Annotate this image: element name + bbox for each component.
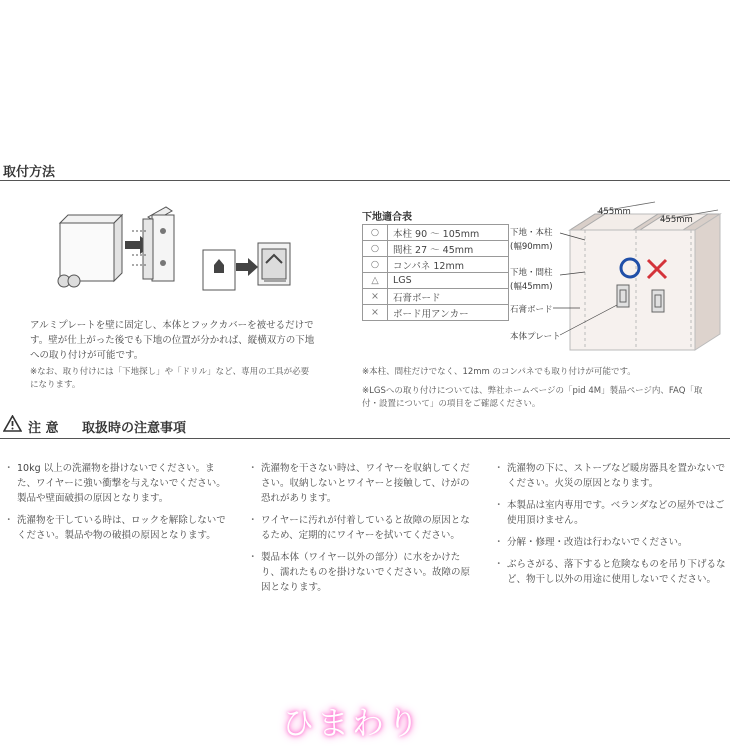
caution-item: ・ 洗濯物の下に、ストーブなど暖房器具を置かないでください。火災の原因となります。	[498, 461, 726, 491]
caution-item: ・ 分解・修理・改造は行わないでください。	[498, 535, 726, 550]
compat-label: コンパネ 12mm	[388, 257, 509, 273]
table-row	[363, 225, 509, 241]
hook-cover-drawing	[203, 250, 235, 290]
caution-label: 注 意	[28, 421, 59, 436]
install-section-title: 取付方法	[3, 165, 56, 180]
table-row	[363, 273, 509, 289]
compat-note-1: ※本柱、間柱だけでなく、12mm のコンパネでも取り付けが可能です。	[362, 367, 636, 377]
table-row	[363, 289, 509, 305]
body-plate-label: 本体プレート	[510, 332, 561, 342]
caution-column-3	[498, 461, 726, 594]
compat-label: ボード用アンカー	[388, 305, 509, 321]
caution-column-2	[252, 461, 477, 602]
compat-label: 石膏ボード	[388, 289, 509, 305]
arrow-icon	[236, 258, 258, 276]
stud-label: 下地・間柱	[510, 268, 553, 278]
compat-table-title: 下地適合表	[362, 212, 412, 223]
caution-title: 取扱時の注意事項	[82, 421, 187, 436]
warning-triangle-icon	[3, 415, 22, 432]
caution-item: ・ 10kg 以上の洗濯物を掛けないでください。また、ワイヤーに強い衝撃を与えないでください。製品や壁面破損の原因となります。	[8, 461, 233, 506]
table-row	[363, 257, 509, 273]
mounting-illustration	[40, 205, 350, 305]
main-post-width-label: (幅90mm)	[510, 242, 553, 252]
compat-mark: ○	[363, 241, 388, 257]
compat-mark: ×	[363, 289, 388, 305]
caution-item: ・ 洗濯物を干している時は、ロックを解除しないでください。製品や物の破損の原因となります。	[8, 513, 233, 543]
compat-note-2: ※LGSへの取り付けについては、弊社ホームページの「pid 4M」製品ページ内、FAQ「取付・設置について」の項目をご確認ください。	[362, 386, 703, 409]
dimension-right-label: 455mm	[660, 215, 693, 225]
caution-item: ・ 洗濯物を干さない時は、ワイヤーを収納してください。収納しないとワイヤーと接触して、けがの恐れがあります。	[252, 461, 477, 506]
hook-plate-drawing	[258, 243, 290, 285]
caution-section-rule	[0, 438, 730, 439]
install-description: アルミプレートを壁に固定し、本体とフックカバーを被せるだけです。壁が仕上がった後でも下地の位置が分かれば、縦横双方の下地への取り付けが可能です。	[30, 320, 315, 361]
plate-ok-drawing	[617, 285, 629, 307]
stud-width-label: (幅45mm)	[510, 282, 553, 292]
table-row	[363, 241, 509, 257]
compat-table	[362, 224, 509, 321]
compat-mark: ○	[363, 257, 388, 273]
main-post-label: 下地・本柱	[510, 228, 553, 238]
table-row	[363, 305, 509, 321]
compat-label: 本柱 90 〜 105mm	[388, 225, 509, 241]
compat-label: 間柱 27 〜 45mm	[388, 241, 509, 257]
dimension-left-label: 455mm	[598, 207, 631, 217]
install-note: ※なお、取り付けには「下地探し」や「ドリル」など、専用の工具が必要になります。	[30, 367, 310, 390]
plate-ng-drawing	[652, 290, 664, 312]
compat-mark: △	[363, 273, 388, 289]
caution-item: ・ ぶらさがる、落下すると危険なものを吊り下げるなど、物干し以外の用途に使用しないでください。	[498, 557, 726, 587]
watermark-text: ひまわり	[282, 704, 423, 742]
caution-item: ・ 製品本体（ワイヤー以外の部分）に水をかけたり、濡れたものを掛けないでください。故障の原因となります。	[252, 550, 477, 595]
caution-item: ・ ワイヤーに汚れが付着していると故障の原因となるため、定期的にワイヤーを拭いてください。	[252, 513, 477, 543]
product-body-drawing	[58, 215, 122, 287]
caution-item: ・ 本製品は室内専用です。ベランダなどの屋外ではご使用頂けません。	[498, 498, 726, 528]
gypsum-board-label: 石膏ボード	[510, 305, 553, 315]
compat-mark: ○	[363, 225, 388, 241]
compat-mark: ×	[363, 305, 388, 321]
install-section-rule	[0, 180, 730, 181]
compat-label: LGS	[388, 273, 509, 289]
caution-column-1	[8, 461, 233, 550]
